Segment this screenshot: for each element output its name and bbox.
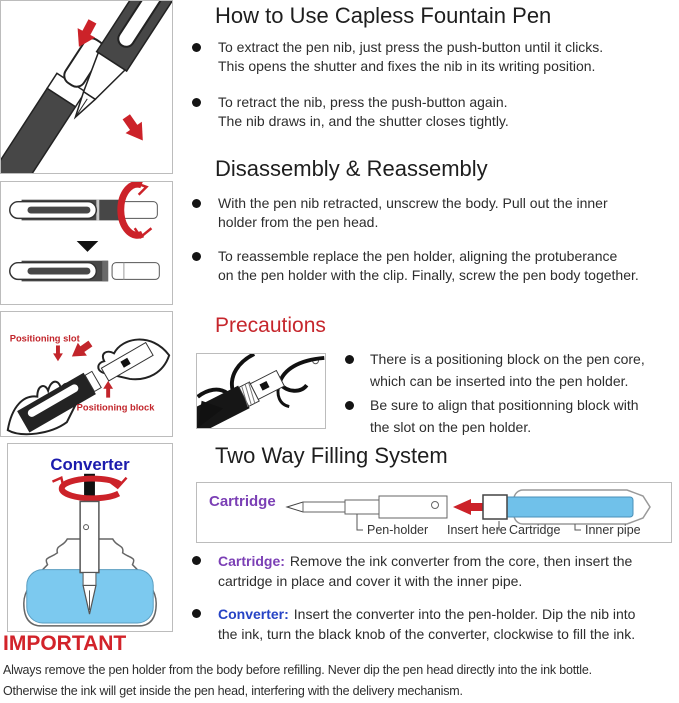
section-title-filling: Two Way Filling System (215, 443, 448, 468)
bullet-icon (192, 609, 201, 618)
bullet-icon (192, 43, 201, 52)
pen-holder-label: Pen-holder (367, 523, 429, 537)
list-item (192, 604, 635, 644)
illustration-unscrew-body (0, 181, 173, 305)
unscrew-pens-drawing (1, 182, 172, 304)
illustration-converter (7, 443, 173, 632)
cartridge-lead-label: Cartridge: (218, 553, 285, 569)
cartridge-drawing (505, 497, 633, 517)
red-arrow-icon (118, 111, 151, 146)
positioning-slot-label: Positioning slot (9, 333, 80, 344)
cartridge-cap-drawing (483, 495, 507, 519)
bullet-line: holder from the pen head. (218, 214, 379, 230)
bullet-icon (192, 98, 201, 107)
bullet-line: Remove the ink converter from the core, then insert the (289, 553, 633, 569)
red-arrow-icon (53, 345, 63, 361)
section-title-disassembly: Disassembly & Reassembly (215, 156, 488, 181)
bullet-line: To reassemble replace the pen holder, aligning the protuberance (218, 248, 618, 264)
bullet-line: With the pen nib retracted, unscrew the body. Pull out the inner (218, 195, 608, 211)
converter-bottle-drawing (8, 444, 172, 631)
diagram-corner-label: Cartridge (209, 493, 276, 510)
list-item (192, 93, 603, 131)
bullet-line: on the pen holder with the clip. Finally, screw the pen body together. (218, 267, 639, 283)
bullet-line: Insert the converter into the pen-holder. Dip the nib into (293, 606, 636, 622)
bullet-icon (192, 556, 201, 565)
section-title-usage: How to Use Capless Fountain Pen (215, 3, 552, 28)
nib-drawing (287, 502, 303, 512)
bullet-icon (192, 252, 201, 261)
cartridge-diagram-drawing (197, 483, 671, 542)
insert-here-label: Insert here (447, 523, 507, 537)
bullet-line: There is a positioning block on the pen core, (370, 351, 645, 367)
positioning-hands-drawing (1, 312, 172, 436)
illustration-positioning (0, 311, 173, 437)
press-button-pens-drawing (1, 1, 172, 173)
bullet-line: the ink, turn the black knob of the converter, clockwise to fill the ink. (218, 626, 636, 642)
list-item (192, 551, 635, 591)
insert-core-drawing (197, 354, 325, 428)
list-item (192, 247, 639, 285)
cartridge-label: Cartridge (509, 523, 561, 537)
bullet-line: which can be inserted into the pen holder. (370, 372, 629, 389)
converter-lead-label: Converter: (218, 606, 289, 622)
precautions-bullet-list (345, 349, 645, 441)
usage-bullet-list (192, 38, 603, 148)
important-note (3, 660, 592, 702)
bullet-icon (345, 401, 354, 410)
down-triangle-icon (77, 241, 99, 252)
bullet-line: Be sure to align that positionning block with (370, 397, 639, 413)
cartridge-diagram (196, 482, 672, 543)
bullet-line: The nib draws in, and the shutter closes tightly. (218, 113, 509, 129)
inner-pipe-label: Inner pipe (585, 523, 641, 537)
filling-bullet-list (192, 551, 635, 657)
list-item (192, 194, 639, 232)
red-arrow-icon (103, 381, 113, 398)
list-item (345, 395, 645, 438)
converter-title: Converter (50, 454, 130, 474)
bullet-line: This opens the shutter and fixes the nib in its writing position. (218, 58, 596, 74)
bullet-line: cartridge in place and cover it with the inner pipe. (218, 573, 523, 589)
important-title: IMPORTANT (3, 632, 127, 655)
list-item (345, 349, 645, 392)
important-line: Otherwise the ink will get inside the pen head, interfering with the delivery mechanism. (3, 684, 463, 698)
bullet-icon (345, 355, 354, 364)
positioning-block-label: Positioning block (76, 402, 155, 413)
bullet-line: To extract the pen nib, just press the push-button until it clicks. (218, 39, 604, 55)
bullet-icon (192, 199, 201, 208)
illustration-press-button (0, 0, 173, 174)
important-line: Always remove the pen holder from the body before refilling. Never dip the pen head directly into the ink bottle. (3, 663, 592, 677)
list-item (192, 38, 603, 76)
bullet-line: To retract the nib, press the push-button again. (218, 94, 508, 110)
illustration-insert-core (196, 353, 326, 429)
pen-holder-drawing (379, 496, 447, 518)
disassembly-bullet-list (192, 194, 639, 300)
section-title-precautions: Precautions (215, 314, 326, 337)
bullet-line: the slot on the pen holder. (370, 418, 532, 435)
